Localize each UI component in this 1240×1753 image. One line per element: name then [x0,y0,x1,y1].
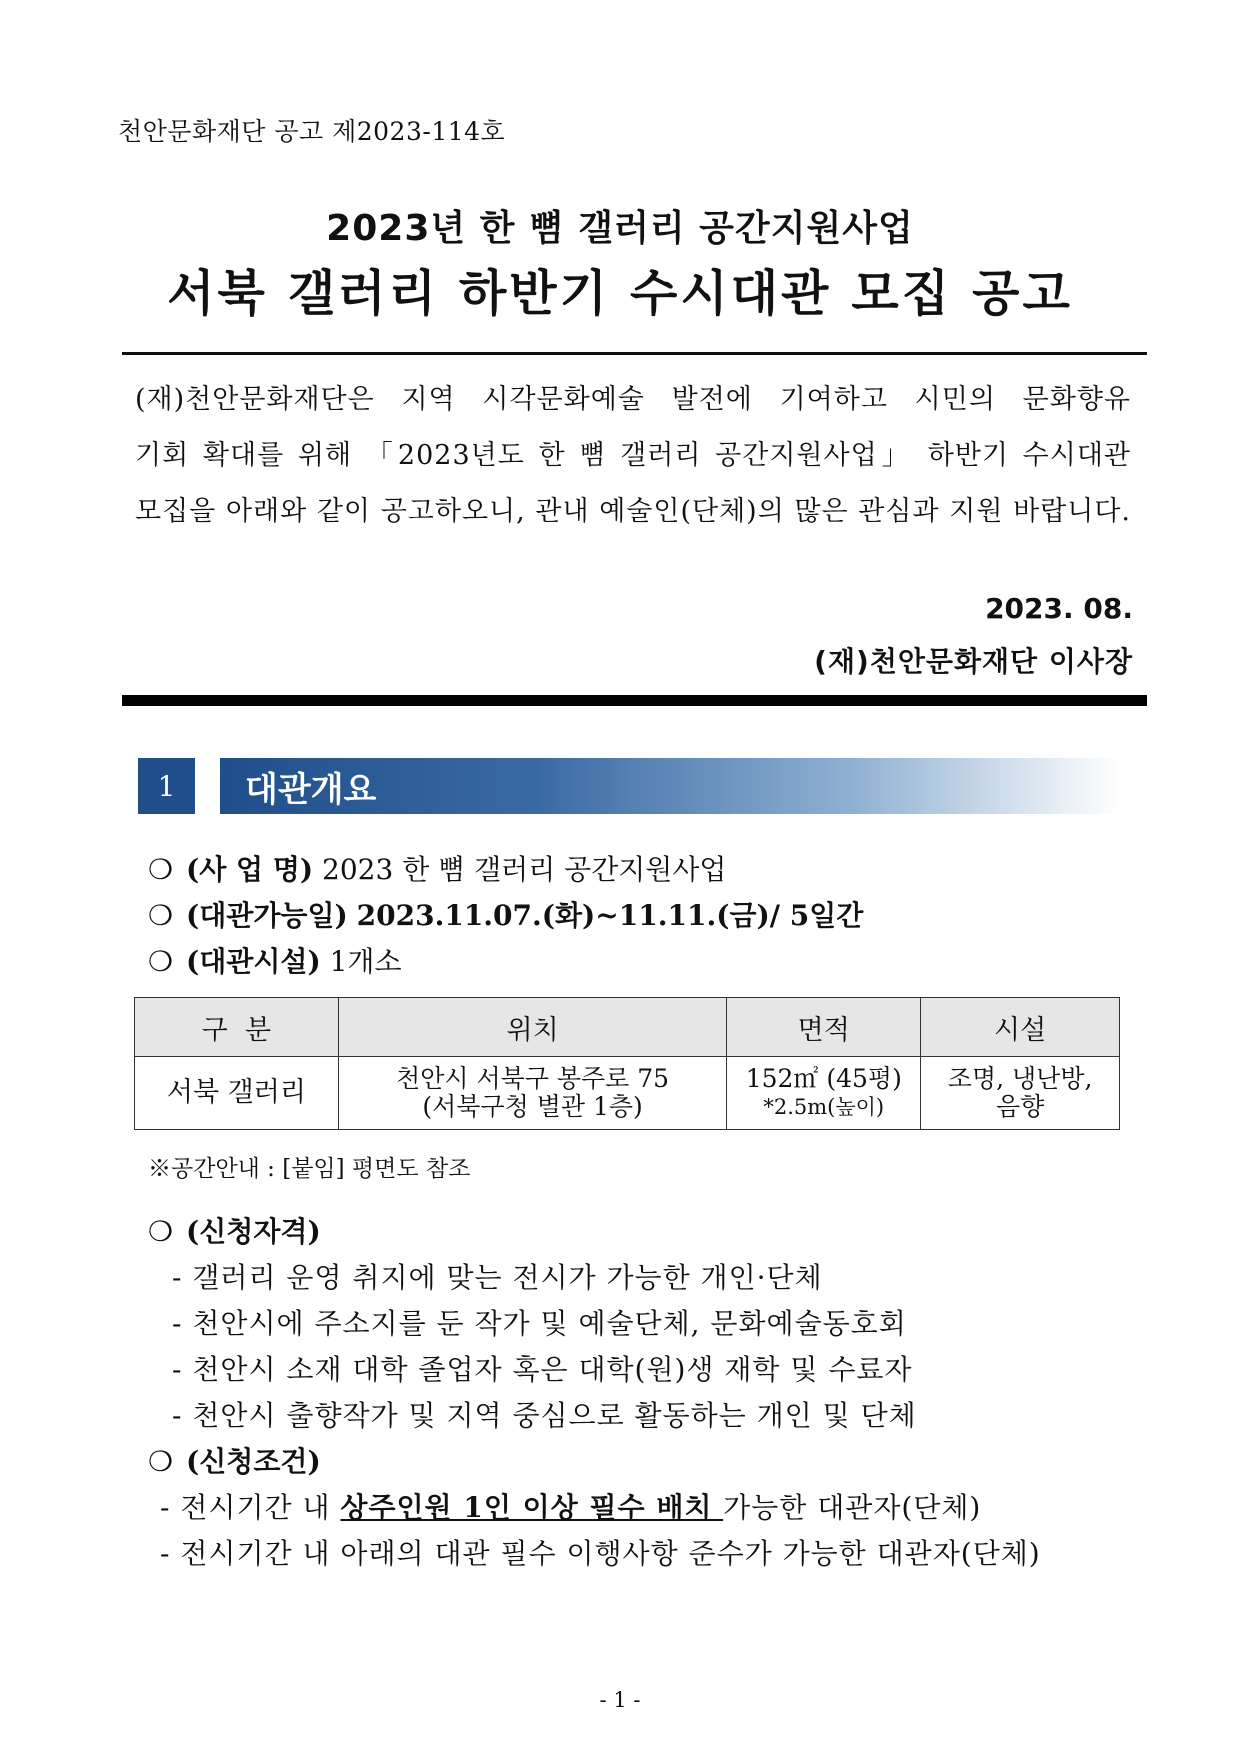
condition-item [160,1486,981,1526]
facility-value: 1개소 [329,945,402,978]
period-value: 2023.11.07.(화)~11.11.(금)/ 5일간 [356,899,864,932]
location-line: 천안시 서북구 봉주로 75 [396,1064,670,1093]
period-label: (대관가능일) [186,899,348,932]
table-header: 면적 [727,998,921,1057]
rental-facility-item [148,940,402,980]
title-line-1: 2023년 한 뼘 갤러리 공간지원사업 [326,208,914,249]
circle-bullet-icon: ❍ [148,853,174,886]
list-item: - 천안시 소재 대학 졸업자 혹은 대학(원)생 재학 및 수료자 [172,1353,913,1386]
condition-prefix: - 전시기간 내 [160,1491,341,1524]
eligibility-heading [148,1210,321,1250]
intro-paragraph [135,372,1131,540]
title-line-2: 서북 갤러리 하반기 수시대관 모집 공고 [167,265,1073,322]
facilities-line: 음향 [995,1092,1045,1121]
circle-bullet-icon: ❍ [148,1445,174,1478]
notice-number: 천안문화재단 공고 제2023-114호 [118,117,506,146]
area-cell [727,1057,921,1130]
intro-line: (재)천안문화재단은 지역 시각문화예술 발전에 기여하고 시민의 문화향유 [135,384,1131,415]
circle-bullet-icon: ❍ [148,1215,174,1248]
circle-bullet-icon: ❍ [148,899,174,932]
section-number: 1 [138,758,195,814]
facilities-cell [921,1057,1120,1130]
conditions-label: (신청조건) [186,1445,321,1478]
page-number: - 1 - [599,1688,641,1712]
issuer: (재)천안문화재단 이사장 [814,645,1133,678]
project-value: 2023 한 뼘 갤러리 공간지원사업 [322,853,727,886]
table-header-row [135,998,1120,1057]
project-name-item [148,848,726,888]
location-line: (서북구청 별관 1층) [422,1092,643,1121]
table-header: 구 분 [135,998,339,1057]
location-cell [338,1057,727,1130]
space-note: ※공간안내 : [붙임] 평면도 참조 [148,1156,471,1182]
notice-date: 2023. 08. [985,592,1133,625]
area-line: 152㎡ (45평) [745,1064,902,1093]
section-title: 대관개요 [245,770,377,810]
gallery-name-cell: 서북 갤러리 [135,1057,339,1130]
header-divider [122,695,1147,706]
table-header: 시설 [921,998,1120,1057]
facility-label: (대관시설) [186,945,321,978]
list-item: - 천안시 출향작가 및 지역 중심으로 활동하는 개인 및 단체 [172,1399,917,1432]
eligibility-label: (신청자격) [186,1215,321,1248]
condition-item: - 전시기간 내 아래의 대관 필수 이행사항 준수가 가능한 대관자(단체) [160,1537,1041,1570]
table-header: 위치 [338,998,727,1057]
condition-suffix: 가능한 대관자(단체) [723,1491,982,1524]
project-label: (사 업 명) [186,853,314,886]
table-row [135,1057,1120,1130]
title-divider [122,352,1147,355]
condition-emphasis: 상주인원 1인 이상 필수 배치 [340,1491,724,1524]
intro-line: 모집을 아래와 같이 공고하오니, 관내 예술인(단체)의 많은 관심과 지원 바랍니다. [135,496,1131,527]
rental-period-item [148,894,863,934]
list-item: - 천안시에 주소지를 둔 작가 및 예술단체, 문화예술동호회 [172,1307,907,1340]
facility-table [134,997,1120,1130]
list-item: - 갤러리 운영 취지에 맞는 전시가 가능한 개인·단체 [172,1261,823,1294]
circle-bullet-icon: ❍ [148,945,174,978]
height-line: *2.5m(높이) [763,1095,885,1119]
intro-line: 기회 확대를 위해 「2023년도 한 뼘 갤러리 공간지원사업」 하반기 수시대관 [135,440,1131,471]
conditions-heading [148,1440,321,1480]
facilities-line: 조명, 냉난방, [947,1064,1093,1093]
